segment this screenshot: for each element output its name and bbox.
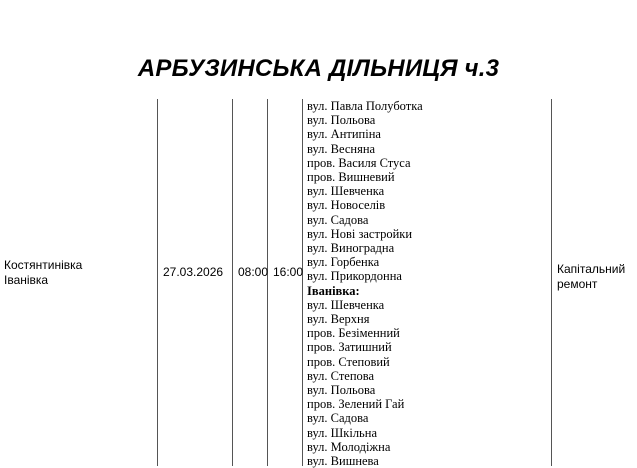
date-cell: 27.03.2026 [163, 265, 224, 279]
street-item: пров. Вишневий [307, 170, 395, 185]
street-item: вул. Садова [307, 411, 369, 426]
column-divider [232, 99, 233, 466]
street-item: вул. Садова [307, 212, 369, 227]
street-item: пров. Василя Стуса [307, 155, 411, 170]
street-item: вул. Весняна [307, 141, 376, 156]
street-item: вул. Молодіжна [307, 439, 391, 454]
settlement-name: Іванівка [4, 273, 49, 287]
street-item: вул. Новоселів [307, 198, 386, 213]
column-divider [551, 99, 552, 466]
street-item: вул. Вишнева [307, 454, 379, 468]
column-divider [157, 99, 158, 466]
time-to-cell: 16:00 [273, 265, 304, 279]
column-divider [267, 99, 268, 466]
street-item: пров. Затишний [307, 340, 392, 355]
work-type-line: Капітальний [557, 262, 626, 276]
settlement-name: Костянтинівка [4, 258, 83, 272]
column-divider [302, 99, 303, 466]
street-item: пров. Безіменний [307, 326, 400, 341]
street-item: вул. Павла Полуботка [307, 99, 423, 113]
time-from-cell: 08:00 [238, 265, 269, 279]
street-item: вул. Польова [307, 383, 376, 398]
streets-list [307, 99, 423, 468]
street-item: вул. Польова [307, 113, 376, 128]
street-item: вул. Антипіна [307, 127, 381, 142]
street-item: вул. Степова [307, 368, 375, 383]
settlement-heading: Іванівка: [307, 283, 360, 298]
work-type-cell [557, 262, 625, 292]
street-item: вул. Шевченка [307, 297, 385, 312]
settlements-cell [4, 258, 82, 288]
street-item: вул. Шкільна [307, 425, 377, 440]
street-item: вул. Нові застройки [307, 226, 413, 241]
street-item: вул. Шевченка [307, 184, 385, 199]
street-item: пров. Зелений Гай [307, 397, 405, 412]
street-item: пров. Степовий [307, 354, 390, 369]
street-item: вул. Горбенка [307, 255, 380, 270]
street-item: вул. Прикордонна [307, 269, 402, 284]
work-type-line: ремонт [557, 277, 598, 291]
street-item: вул. Верхня [307, 312, 370, 327]
street-item: вул. Виноградна [307, 241, 395, 256]
page-title: АРБУЗИНСЬКА ДІЛЬНИЦЯ ч.3 [137, 55, 500, 82]
